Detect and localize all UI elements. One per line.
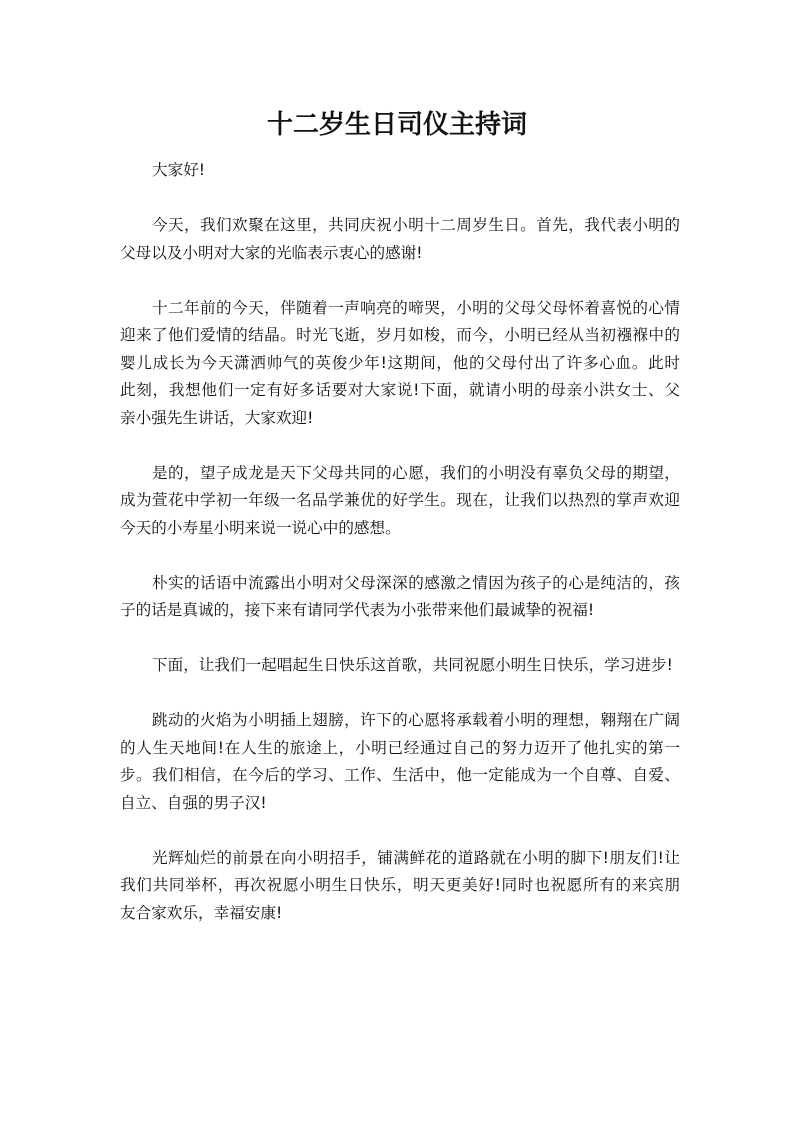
paragraph-line: 大家好! [152,161,206,179]
paragraph [120,212,680,267]
paragraph-line: 是的，望子成龙是天下父母共同的心愿，我们的小明没有辜负父母的期望， [152,463,680,482]
paragraph-line: 光辉灿烂的前景在向小明招手，铺满鲜花的道路就在小明的脚下!朋友们!让 [152,848,680,867]
paragraph-line: 亲小强先生讲话，大家欢迎! [120,408,314,427]
paragraph-line: 我们共同举杯，再次祝愿小明生日快乐，明天更美好!同时也祝愿所有的来宾朋 [120,876,680,894]
paragraph-line: 父母以及小明对大家的光临表示衷心的感谢! [120,243,423,262]
paragraph-line: 迎来了他们爱情的结晶。时光飞逝，岁月如梭，而今，小明已经从当初襁褓中的 [120,326,680,344]
paragraph-line: 步。我们相信，在今后的学习、工作、生活中，他一定能成为一个自尊、自爱、 [120,766,680,784]
document-title: 十二岁生日司仪主持词 [266,110,527,140]
paragraph-line: 下面，让我们一起唱起生日快乐这首歌，共同祝愿小明生日快乐，学习进步! [152,656,673,674]
paragraph [120,707,680,817]
paragraph [120,570,680,625]
paragraph [120,157,680,185]
paragraph [120,295,680,433]
paragraph-line: 今天，我们欢聚在这里，共同庆祝小明十二周岁生日。首先，我代表小明的 [152,216,680,234]
paragraph [120,845,680,928]
paragraph-line: 朴实的话语中流露出小明对父母深深的感激之情因为孩子的心是纯洁的，孩 [152,573,680,592]
paragraph-line: 十二年前的今天，伴随着一声响亮的啼哭，小明的父母父母怀着喜悦的心情 [152,298,680,317]
document-body [120,157,680,955]
paragraph-line: 婴儿成长为今天潇洒帅气的英俊少年!这期间，他的父母付出了许多心血。此时 [120,353,680,372]
paragraph [120,460,680,543]
paragraph-line: 的人生天地间!在人生的旅途上，小明已经通过自己的努力迈开了他扎实的第一 [120,738,680,757]
paragraph-line: 今天的小寿星小明来说一说心中的感想。 [120,518,401,537]
paragraph-line: 此刻，我想他们一定有好多话要对大家说!下面，就请小明的母亲小洪女士、父 [120,381,680,399]
paragraph [120,652,680,680]
paragraph-line: 成为萱花中学初一年级一名品学兼优的好学生。现在，让我们以热烈的掌声欢迎 [120,491,680,509]
paragraph-line: 跳动的火焰为小明插上翅膀，许下的心愿将承载着小明的理想，翱翔在广阔 [152,711,680,729]
paragraph-line: 子的话是真诚的，接下来有请同学代表为小张带来他们最诚挚的祝福! [120,601,595,619]
paragraph-line: 自立、自强的男子汉! [120,793,267,812]
paragraph-line: 友合家欢乐，幸福安康! [120,903,283,922]
